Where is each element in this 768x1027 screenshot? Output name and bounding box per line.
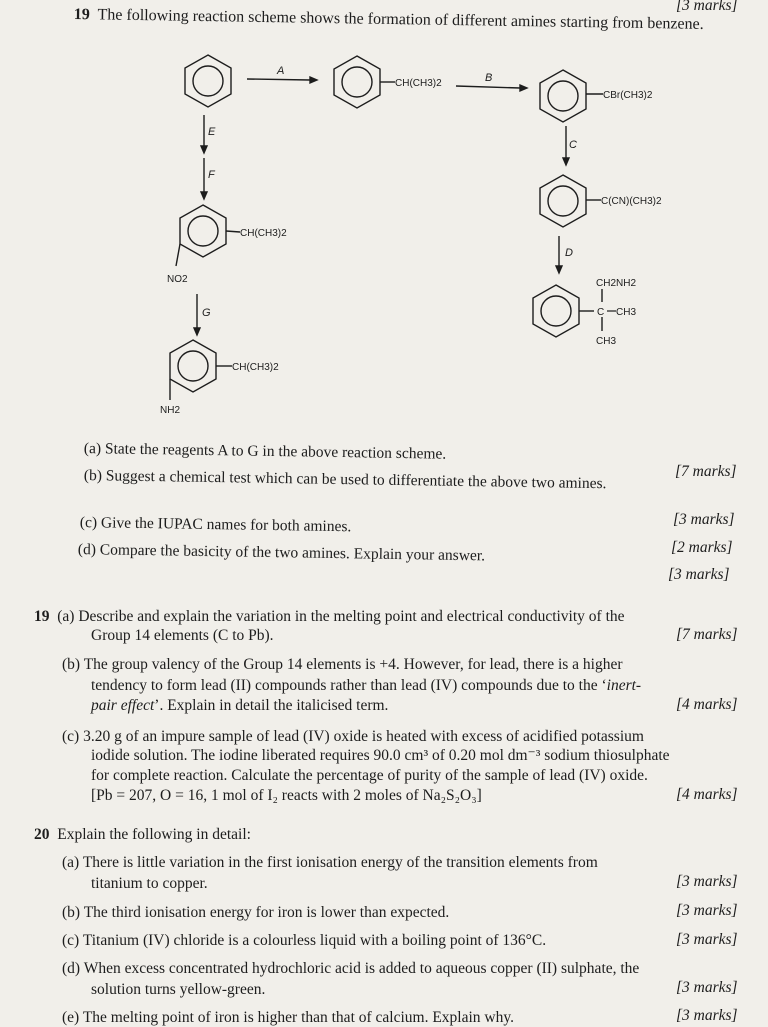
italic-term: pair effect (91, 697, 155, 714)
part-text: The third ionisation energy for iron is lower than expected. (83, 904, 450, 921)
part-text: When excess concentrated hydrochloric acid is added to aqueous copper (II) sulphate, the (83, 960, 640, 977)
q20-part-d-line1 (62, 960, 639, 978)
formula-nitro-group: NO2 (167, 274, 188, 285)
reagent-label-a: A (277, 65, 285, 77)
benzene-ring-cumene (334, 56, 380, 108)
part-label: (e) (62, 1009, 80, 1026)
q19b-part-b-line2 (91, 677, 641, 695)
part-text: Describe and explain the variation in the melting point and electrical conductivity of the (78, 608, 625, 625)
q20-intro-line (34, 826, 251, 844)
part-text: Suggest a chemical test which can be used to differentiate the above two amines. (105, 467, 607, 493)
q19-number: 19 (73, 6, 90, 24)
q19-intro: The following reaction scheme shows the formation of different amines starting from benzene. (97, 6, 704, 33)
benzene-ring-start (185, 55, 231, 107)
q20-part-d-marks: [3 marks] (676, 979, 738, 996)
q19b-part-c-line3: for complete reaction. Calculate the percentage of purity of the sample of lead (IV) oxide. (91, 767, 648, 784)
q19-part-c (80, 514, 352, 536)
q19b-part-b-marks: [4 marks] (676, 696, 738, 713)
q19-part-a-marks: [7 marks] (675, 463, 737, 480)
part-text: There is little variation in the first ionisation energy of the transition elements from (82, 854, 598, 871)
benzene-ring-amine-2 (170, 340, 216, 392)
q20-intro: Explain the following in detail: (57, 826, 251, 843)
formula-nitro-isopropyl: CH(CH3)2 (240, 228, 287, 239)
reagent-label-b: B (485, 72, 493, 84)
reagent-label-f: F (208, 169, 215, 181)
part-text: ’. Explain in detail the italicised term. (154, 697, 389, 714)
q19b-part-c-marks: [4 marks] (676, 786, 738, 803)
q20-part-a-line2: titanium to copper. (91, 875, 208, 892)
benzene-ring-amine-1 (533, 285, 579, 337)
q19-part-a (84, 440, 447, 463)
part-label: (b) (83, 467, 103, 485)
q19-part-d-marks: [3 marks] (668, 566, 730, 583)
part-text: tendency to form lead (II) compounds rather than lead (IV) compounds due to the ‘ (91, 677, 607, 694)
q19b-part-a-line2: Group 14 elements (C to Pb). (91, 627, 274, 644)
formula-cumene: CH(CH3)2 (395, 78, 442, 89)
formula-ch2nh2: CH2NH2 (596, 278, 637, 289)
q20-part-a-line1 (62, 854, 598, 872)
formula-quaternary-c: C (597, 307, 605, 318)
part-label: (d) (77, 541, 97, 559)
q19-part-b-marks: [3 marks] (673, 511, 735, 528)
q19-part-c-marks: [2 marks] (671, 539, 733, 556)
q20-part-b (62, 904, 449, 922)
benzene-ring-nitro (180, 205, 226, 257)
q20-part-c (62, 932, 546, 950)
reagent-label-d: D (565, 247, 573, 259)
part-label: (a) (57, 608, 75, 625)
part-label: (a) (62, 854, 80, 871)
reagent-label-c: C (569, 139, 577, 151)
q19-part-b (84, 467, 607, 493)
formula-amino-group: NH2 (160, 405, 181, 416)
q20-part-d-line2: solution turns yellow-green. (91, 981, 266, 998)
part-text: Compare the basicity of the two amines. Explain your answer. (99, 541, 486, 565)
part-label: (c) (62, 728, 80, 745)
q19b-number: 19 (34, 608, 50, 625)
part-text: 3.20 g of an impure sample of lead (IV) oxide is heated with excess of acidified potassium (83, 728, 644, 745)
part-text: The melting point of iron is higher than that of calcium. Explain why. (82, 1009, 514, 1026)
q20-part-a-marks: [3 marks] (676, 873, 738, 890)
part-text: Titanium (IV) chloride is a colourless liquid with a boiling point of 136°C. (82, 932, 547, 949)
part-label: (a) (83, 440, 102, 458)
q20-part-e-marks: [3 marks] (676, 1007, 738, 1024)
benzene-ring-nitrile (540, 175, 586, 227)
formula-methyl-right: CH3 (616, 307, 637, 318)
q20-part-c-marks: [3 marks] (676, 931, 738, 948)
part-label: (b) (62, 656, 81, 673)
q19b-part-b-line1 (62, 656, 623, 674)
italic-term: inert- (606, 677, 642, 694)
part-label: (c) (79, 514, 98, 532)
formula-bromo: CBr(CH3)2 (603, 90, 653, 101)
q19b-part-b-line3 (91, 697, 388, 715)
reaction-scheme (0, 0, 768, 440)
q19b-part-a-marks: [7 marks] (676, 626, 738, 643)
q19-part-d (78, 541, 485, 565)
benzene-ring-bromo (540, 70, 586, 122)
q20-number: 20 (34, 826, 50, 843)
previous-question-marks: [3 marks] (676, 0, 738, 14)
formula-nitrile: C(CN)(CH3)2 (601, 196, 662, 207)
q19b-part-c-line4: [Pb = 207, O = 16, 1 mol of I₂ reacts with 2 moles of Na₂S₂O₃] (91, 787, 482, 804)
formula-methyl-bottom: CH3 (596, 336, 617, 347)
part-label: (b) (62, 904, 81, 921)
part-text: State the reagents A to G in the above reaction scheme. (104, 440, 447, 463)
formula-amino-isopropyl: CH(CH3)2 (232, 362, 279, 373)
part-text: Give the IUPAC names for both amines. (100, 514, 352, 536)
q19b-part-a-line1 (34, 608, 625, 626)
part-label: (c) (62, 932, 80, 949)
reagent-label-e: E (208, 126, 216, 138)
part-text: The group valency of the Group 14 elements is +4. However, for lead, there is a higher (83, 656, 623, 673)
q19b-part-c-line2: iodide solution. The iodine liberated requires 90.0 cm³ of 0.20 mol dm⁻³ sodium thiosulphate (91, 747, 670, 764)
q20-part-b-marks: [3 marks] (676, 902, 738, 919)
q19b-part-c-line1 (62, 728, 644, 746)
part-label: (d) (62, 960, 81, 977)
reagent-label-g: G (202, 307, 211, 319)
